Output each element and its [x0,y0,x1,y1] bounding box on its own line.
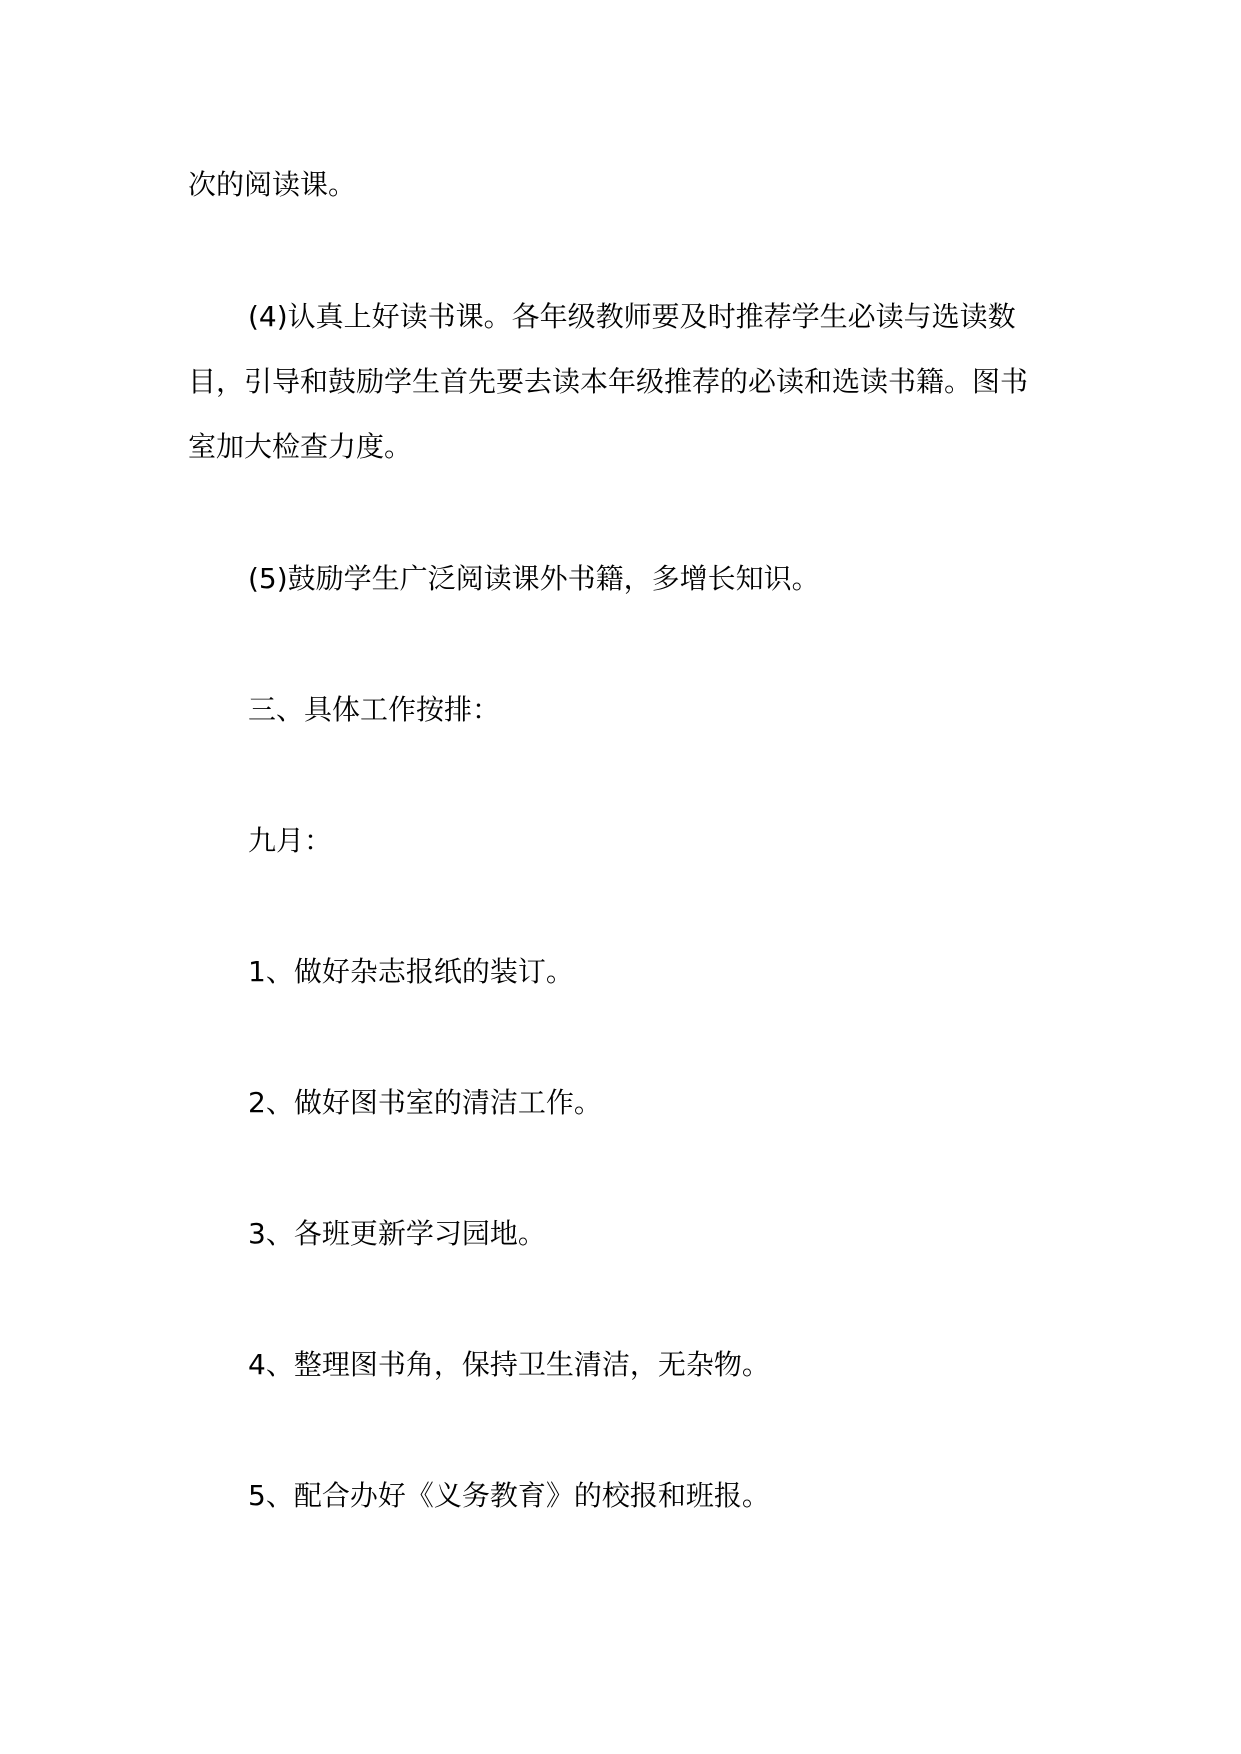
paragraph-item-4-line-2: 目，引导和鼓励学生首先要去读本年级推荐的必读和选读书籍。图书 [188,365,1029,398]
paragraph-item-5: (5)鼓励学生广泛阅读课外书籍，多增长知识。 [248,562,820,595]
list-item: 4、整理图书角，保持卫生清洁，无杂物。 [248,1348,770,1381]
list-item: 1、做好杂志报纸的装订。 [248,955,574,988]
month-heading: 九月： [248,824,333,857]
list-item: 2、做好图书室的清洁工作。 [248,1086,602,1119]
paragraph-continuation: 次的阅读课。 [188,168,357,201]
list-item: 5、配合办好《义务教育》的校报和班报。 [248,1479,770,1512]
list-item: 3、各班更新学习园地。 [248,1217,546,1250]
section-heading: 三、具体工作按排： [248,693,501,726]
paragraph-item-4-line-1: (4)认真上好读书课。各年级教师要及时推荐学生必读与选读数 [248,300,1016,333]
paragraph-item-4-line-3: 室加大检查力度。 [188,430,413,463]
